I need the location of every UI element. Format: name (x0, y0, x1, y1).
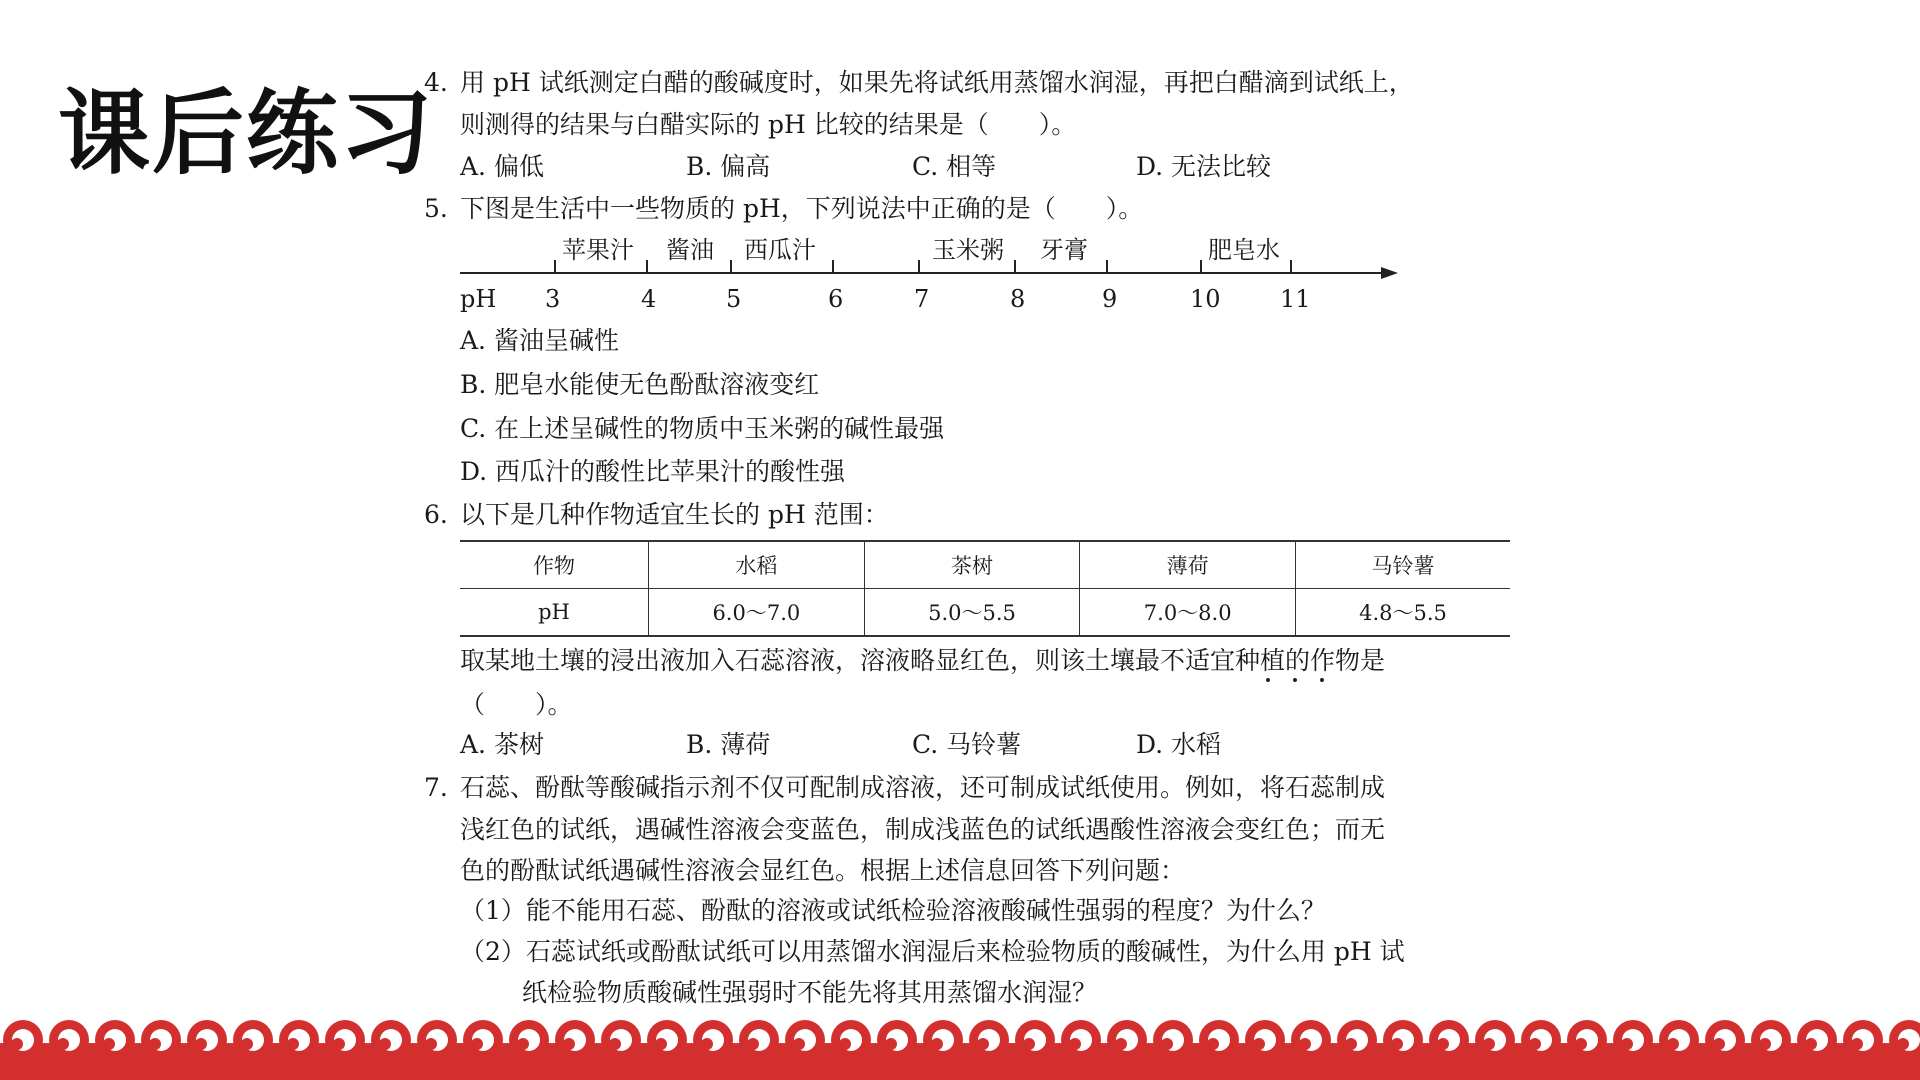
substance-label-toothpaste: 牙膏 (1040, 236, 1088, 264)
table-row (460, 589, 1510, 637)
ph-tick-4: 4 (641, 285, 657, 313)
table-cell: 作物 (460, 541, 649, 589)
q4-line1: 用 pH 试纸测定白醋的酸碱度时，如果先将试纸用蒸馏水润湿，再把白醋滴到试纸上， (460, 68, 1414, 97)
q5-option-b: B. 肥皂水能使无色酚酞溶液变红 (460, 370, 820, 399)
q6-option-a: A. 茶树 (460, 730, 544, 759)
table-cell: pH (460, 589, 649, 637)
q6-line2: （ ）。 (460, 690, 573, 719)
slide-title: 课后练习 (58, 80, 435, 187)
q4-option-b: B. 偏高 (686, 152, 771, 181)
ph-scale-axis (455, 236, 1405, 280)
emphasis-dot (1266, 678, 1270, 682)
ph-tick-6: 6 (828, 285, 844, 313)
q7-sub2-line2: 纸检验物质酸碱性强弱时不能先将其用蒸馏水润湿？ (522, 978, 1098, 1007)
substance-label-apple-juice: 苹果汁 (562, 236, 634, 264)
q7-line3: 色的酚酞试纸遇碱性溶液会显红色。根据上述信息回答下列问题： (460, 856, 1186, 885)
substance-label-corn-porridge: 玉米粥 (932, 236, 1004, 264)
q5-option-a: A. 酱油呈碱性 (460, 326, 619, 355)
emphasis-dot (1293, 678, 1297, 682)
q7-line1: 石蕊、酚酞等酸碱指示剂不仅可配制成溶液，还可制成试纸使用。例如，将石蕊制成 (460, 773, 1386, 802)
crop-ph-table (460, 540, 1510, 637)
q4-option-d: D. 无法比较 (1136, 152, 1272, 181)
q5-number: 5. (424, 194, 448, 223)
table-cell: 4.8～5.5 (1296, 589, 1510, 637)
ph-tick-9: 9 (1102, 285, 1118, 313)
q6-stem: 以下是几种作物适宜生长的 pH 范围： (460, 500, 889, 529)
table-cell: 7.0～8.0 (1080, 589, 1296, 637)
q4-option-a: A. 偏低 (460, 152, 544, 181)
q4-line2: 则测得的结果与白醋实际的 pH 比较的结果是（ ）。 (460, 110, 1077, 139)
ph-tick-5: 5 (726, 285, 742, 313)
q5-option-c: C. 在上述呈碱性的物质中玉米粥的碱性最强 (460, 414, 945, 443)
ph-tick-7: 7 (914, 285, 930, 313)
ph-tick-8: 8 (1010, 285, 1026, 313)
table-cell: 茶树 (864, 541, 1080, 589)
q7-sub1: （1）能不能用石蕊、酚酞的溶液或试纸检验溶液酸碱性强弱的程度？为什么？ (460, 896, 1326, 925)
table-cell: 5.0～5.5 (864, 589, 1080, 637)
table-header-row (460, 541, 1510, 589)
ph-tick-3: 3 (545, 285, 561, 313)
substance-label-watermelon-juice: 西瓜汁 (744, 236, 816, 264)
q4-number: 4. (424, 68, 448, 97)
q5-stem: 下图是生活中一些物质的 pH，下列说法中正确的是（ ）。 (460, 194, 1144, 223)
q5-option-d: D. 西瓜汁的酸性比苹果汁的酸性强 (460, 457, 846, 486)
q7-line2: 浅红色的试纸，遇碱性溶液会变蓝色，制成浅蓝色的试纸遇酸性溶液会变红色；而无 (460, 815, 1386, 844)
ph-axis-label: pH (460, 285, 497, 313)
q6-option-b: B. 薄荷 (686, 730, 771, 759)
table-cell: 6.0～7.0 (649, 589, 865, 637)
q7-sub2-line1: （2）石蕊试纸或酚酞试纸可以用蒸馏水润湿后来检验物质的酸碱性，为什么用 pH 试 (460, 937, 1405, 966)
ph-tick-11: 11 (1280, 285, 1311, 313)
table-cell: 水稻 (649, 541, 865, 589)
q7-number: 7. (424, 773, 448, 802)
table-cell: 马铃薯 (1296, 541, 1510, 589)
q6-line1: 取某地土壤的浸出液加入石蕊溶液，溶液略显红色，则该土壤最不适宜种植的作物是 (460, 646, 1386, 675)
q6-option-d: D. 水稻 (1136, 730, 1222, 759)
q6-option-c: C. 马铃薯 (912, 730, 1022, 759)
table-cell: 薄荷 (1080, 541, 1296, 589)
cloud-pattern-border (0, 1018, 1920, 1080)
emphasis-dot (1320, 678, 1324, 682)
substance-label-soy-sauce: 酱油 (666, 236, 714, 264)
ph-tick-10: 10 (1190, 285, 1221, 313)
q6-number: 6. (424, 500, 448, 529)
q4-option-c: C. 相等 (912, 152, 997, 181)
substance-label-soap-water: 肥皂水 (1208, 236, 1280, 264)
